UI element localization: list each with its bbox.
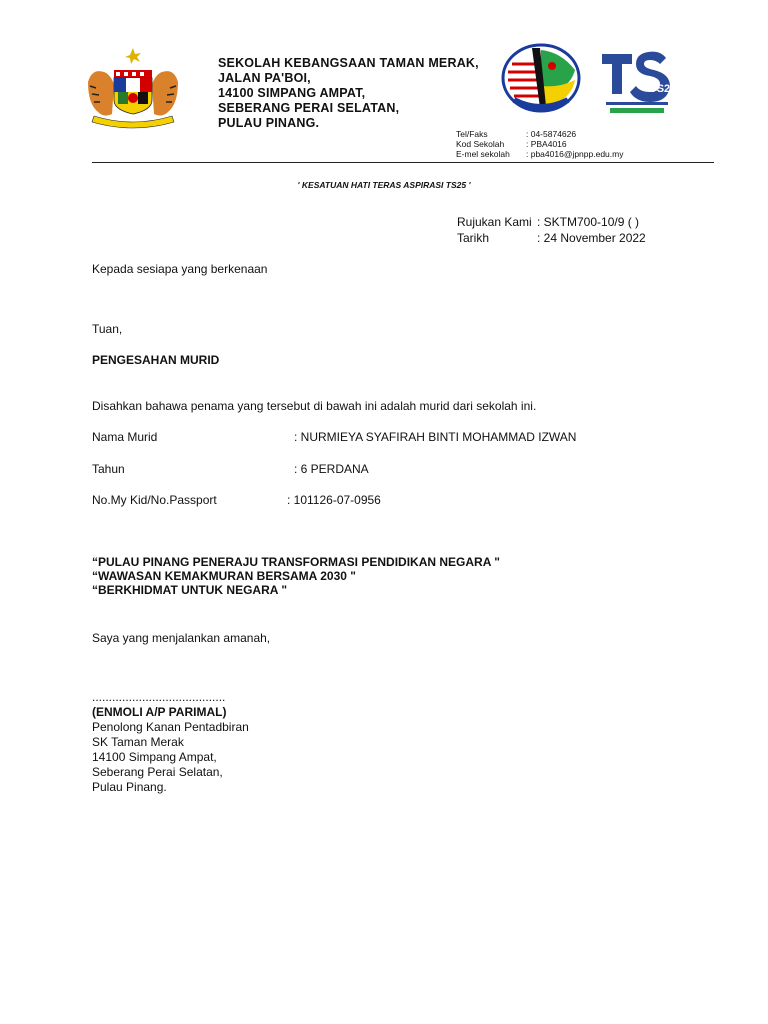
school-address-line: SEBERANG PERAI SELATAN, bbox=[218, 101, 400, 115]
contact-label: Tel/Faks bbox=[456, 129, 488, 139]
signatory-detail: Penolong Kanan Pentadbiran bbox=[92, 720, 249, 734]
salutation: Tuan, bbox=[92, 322, 123, 336]
malaysia-coat-of-arms-logo bbox=[80, 46, 186, 130]
signatory-detail: 14100 Simpang Ampat, bbox=[92, 750, 217, 764]
school-address-line: SEKOLAH KEBANGSAAN TAMAN MERAK, bbox=[218, 56, 479, 70]
signatory-name: (ENMOLI A/P PARIMAL) bbox=[92, 705, 227, 719]
reference-label: Rujukan Kami bbox=[457, 215, 532, 229]
signature-block bbox=[92, 690, 249, 795]
signature-line: ........................................ bbox=[92, 690, 226, 704]
contact-value: : pba4016@jpnpp.edu.my bbox=[526, 149, 624, 159]
contact-row-code bbox=[456, 139, 623, 149]
letter-reference bbox=[457, 214, 646, 246]
slogan-line: “BERKHIDMAT UNTUK NEGARA " bbox=[92, 583, 288, 597]
letter-subject: PENGESAHAN MURID bbox=[92, 353, 220, 367]
slogan-line: “PULAU PINANG PENERAJU TRANSFORMASI PENDIDIKAN NEGARA " bbox=[92, 555, 500, 569]
contact-value: : PBA4016 bbox=[526, 139, 567, 149]
field-label-id: No.My Kid/No.Passport bbox=[92, 493, 217, 507]
school-address-line: PULAU PINANG. bbox=[218, 116, 320, 130]
field-value-year: : 6 PERDANA bbox=[294, 462, 369, 476]
contact-row-email bbox=[456, 149, 623, 159]
date-value: : 24 November 2022 bbox=[537, 231, 646, 245]
signatory-detail: Seberang Perai Selatan, bbox=[92, 765, 223, 779]
ts25-logo-text: TS25 bbox=[650, 83, 674, 95]
contact-label: Kod Sekolah bbox=[456, 139, 505, 149]
field-value-student-name: : NURMIEYA SYAFIRAH BINTI MOHAMMAD IZWAN bbox=[294, 430, 577, 444]
school-contact bbox=[456, 129, 623, 159]
school-address bbox=[218, 56, 479, 131]
school-logo bbox=[500, 42, 582, 114]
field-label-student-name: Nama Murid bbox=[92, 430, 158, 444]
ts25-logo bbox=[600, 44, 674, 116]
motto: ' KESATUAN HATI TERAS ASPIRASI TS25 ' bbox=[297, 180, 471, 190]
recipient: Kepada sesiapa yang berkenaan bbox=[92, 262, 268, 276]
school-address-line: 14100 SIMPANG AMPAT, bbox=[218, 86, 366, 100]
contact-row-phone bbox=[456, 129, 623, 139]
intro-paragraph: Disahkan bahawa penama yang tersebut di bawah ini adalah murid dari sekolah ini. bbox=[92, 399, 537, 413]
contact-label: E-mel sekolah bbox=[456, 149, 510, 159]
school-address-line: JALAN PA'BOI, bbox=[218, 71, 311, 85]
date-label: Tarikh bbox=[457, 231, 490, 245]
reference-value: : SKTM700-10/9 ( ) bbox=[537, 215, 640, 229]
signatory-detail: SK Taman Merak bbox=[92, 735, 184, 749]
contact-value: : 04-5874626 bbox=[526, 129, 577, 139]
header-divider bbox=[92, 162, 714, 163]
signatory-detail: Pulau Pinang. bbox=[92, 780, 167, 794]
closing-phrase: Saya yang menjalankan amanah, bbox=[92, 631, 271, 645]
date-row bbox=[457, 230, 646, 246]
field-label-year: Tahun bbox=[92, 462, 125, 476]
slogan-line: “WAWASAN KEMAKMURAN BERSAMA 2030 " bbox=[92, 569, 356, 583]
reference-row bbox=[457, 214, 646, 230]
field-value-id: : 101126-07-0956 bbox=[287, 493, 381, 507]
slogans bbox=[92, 555, 500, 597]
